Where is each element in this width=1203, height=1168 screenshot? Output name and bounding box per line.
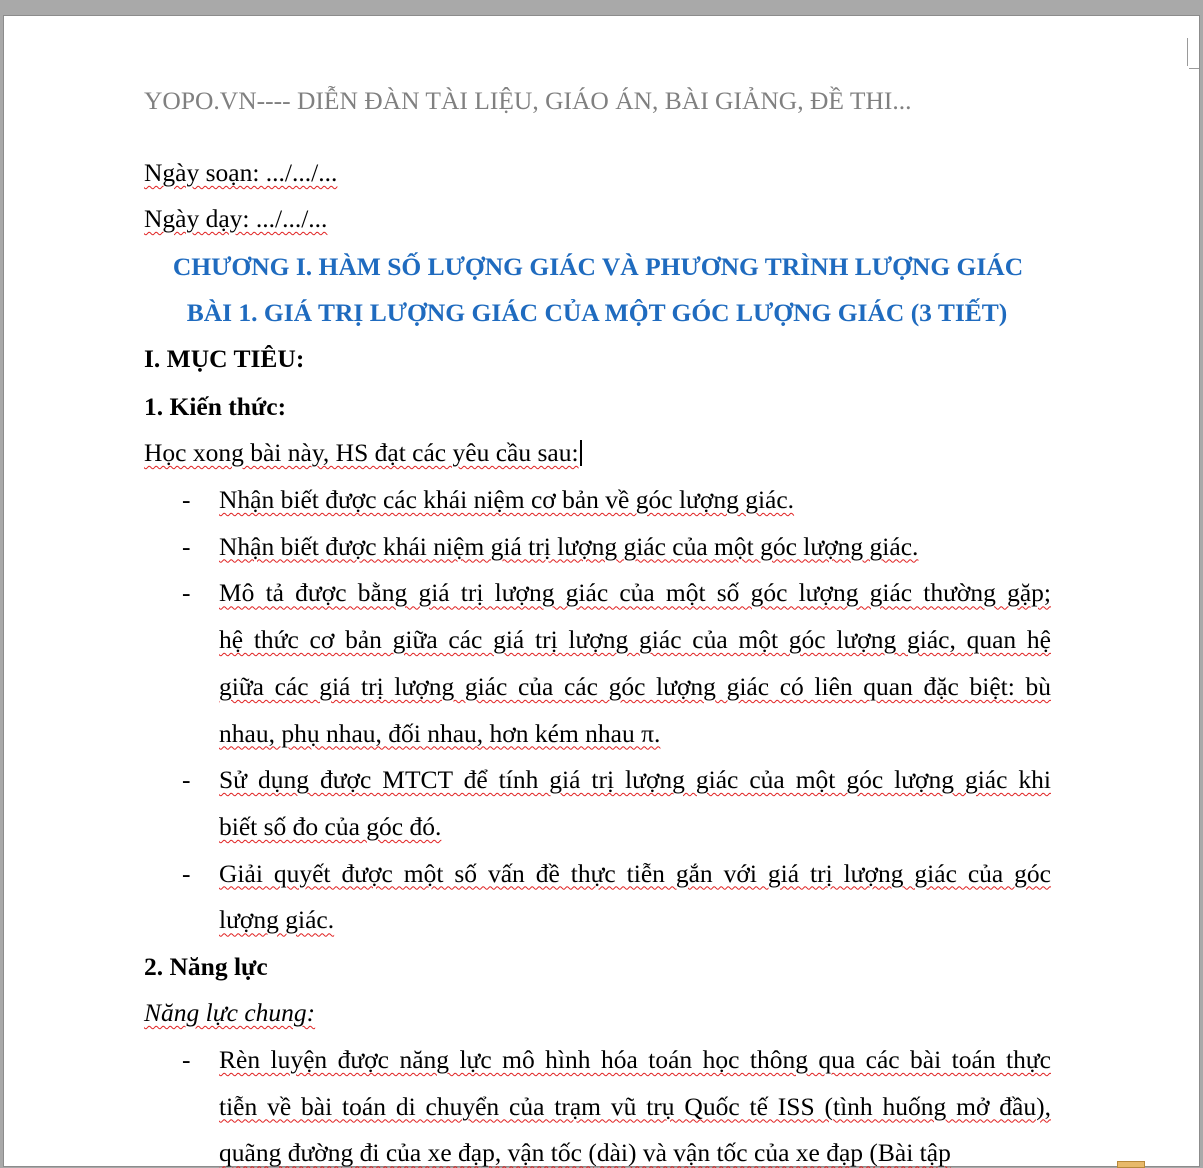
competence-item-line: tiễn về bài toán di chuyển của trạm vũ trụ Quốc tế ISS (tình huống mở đầu),	[219, 1091, 1051, 1121]
bullet-dash: -	[182, 578, 191, 608]
bullet-dash: -	[182, 485, 191, 514]
knowledge-item-line: Nhận biết được các khái niệm cơ bản về góc lượng giác.	[219, 485, 795, 514]
bullet-dash: -	[182, 1045, 191, 1074]
page-corner-mark	[1187, 38, 1188, 66]
competence-item-line: quãng đường đi của xe đạp, vận tốc (dài) và vận tốc của xe đạp (Bài tập	[219, 1138, 951, 1168]
bullet-dash: -	[182, 531, 191, 561]
knowledge-item-line: hệ thức cơ bản giữa các giá trị lượng giác của một góc lượng giác, quan hệ	[219, 625, 1051, 655]
date-prepared: Ngày soạn: .../.../...	[144, 158, 338, 187]
knowledge-item-line: Mô tả được bằng giá trị lượng giác của một số góc lượng giác thường gặp;	[219, 578, 1051, 608]
general-competence-heading: Năng lực chung:	[144, 998, 316, 1027]
section-objectives: I. MỤC TIÊU:	[144, 344, 305, 373]
lesson-title: BÀI 1. GIÁ TRỊ LƯỢNG GIÁC CỦA MỘT GÓC LƯỢNG GIÁC (3 TIẾT)	[186, 298, 1008, 327]
intro-line[interactable]: Học xong bài này, HS đạt các yêu cầu sau:	[144, 438, 582, 468]
subsection-knowledge: 1. Kiến thức:	[144, 392, 287, 421]
page-header: YOPO.VN---- DIỄN ĐÀN TÀI LIỆU, GIÁO ÁN, BÀI GIẢNG, ĐỀ THI...	[144, 86, 912, 115]
knowledge-item-line: Nhận biết được khái niệm giá trị lượng giác của một góc lượng giác.	[219, 531, 919, 561]
bullet-dash: -	[182, 765, 191, 795]
text-cursor	[580, 440, 582, 466]
subsection-competence: 2. Năng lực	[144, 952, 268, 981]
date-taught: Ngày dạy: .../.../...	[144, 204, 328, 233]
bullet-dash: -	[182, 858, 191, 888]
knowledge-item-line: biết số đo của góc đó.	[219, 811, 442, 841]
knowledge-item-line: lượng giác.	[219, 905, 335, 935]
knowledge-item-line: Sử dụng được MTCT để tính giá trị lượng giác của một góc lượng giác khi	[219, 765, 1051, 795]
page-corner-mark	[1189, 68, 1199, 69]
knowledge-item-line: nhau, phụ nhau, đối nhau, hơn kém nhau π.	[219, 718, 661, 748]
horizontal-scrollbar-thumb[interactable]	[1117, 1161, 1145, 1168]
chapter-title: CHƯƠNG I. HÀM SỐ LƯỢNG GIÁC VÀ PHƯƠNG TRÌNH LƯỢNG GIÁC	[172, 252, 1024, 281]
knowledge-item-line: Giải quyết được một số vấn đề thực tiễn gắn với giá trị lượng giác của góc	[219, 858, 1051, 888]
knowledge-item-line: giữa các giá trị lượng giác của các góc lượng giác có liên quan đặc biệt: bù	[219, 671, 1051, 701]
competence-item-line: Rèn luyện được năng lực mô hình hóa toán học thông qua các bài toán thực	[219, 1045, 1051, 1074]
